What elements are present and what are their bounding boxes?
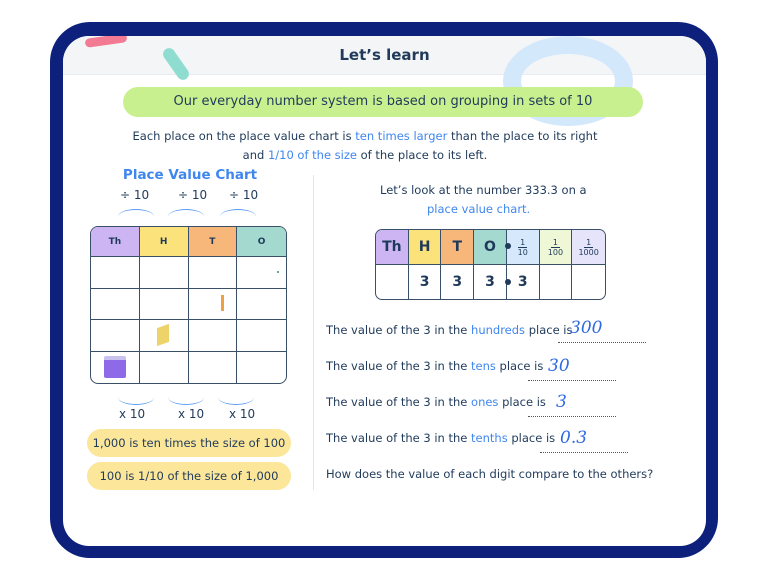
- highlight: tenths: [471, 431, 508, 445]
- divide-label: ÷ 10: [229, 188, 259, 202]
- cell: [189, 320, 238, 352]
- column-header-o: O: [237, 227, 286, 257]
- right-intro-link: place value chart.: [427, 202, 531, 216]
- decimal-point: [505, 279, 511, 285]
- cell: [189, 289, 238, 321]
- cell: [237, 320, 286, 352]
- multiply-label: x 10: [178, 407, 205, 421]
- highlight: ten times larger: [355, 129, 448, 143]
- digit-cell: 3: [441, 265, 474, 299]
- final-question: How does the value of each digit compare to the others?: [326, 467, 654, 481]
- divide-label: ÷ 10: [178, 188, 208, 202]
- arrow-left-icon: [118, 390, 154, 405]
- fact-pill: 1,000 is ten times the size of 100: [87, 429, 291, 457]
- digit-cell: 3: [507, 265, 540, 299]
- denominator: 10: [517, 247, 528, 257]
- number-place-value-table: [375, 229, 606, 300]
- answer-value: 3: [556, 392, 567, 412]
- text: The value of the 3 in the: [326, 395, 472, 409]
- text: place is: [495, 359, 544, 373]
- cell: [140, 320, 189, 352]
- header: [63, 36, 706, 75]
- column-header-t: T: [189, 227, 238, 257]
- numerator: 1: [552, 237, 558, 247]
- answer-field[interactable]: [528, 356, 616, 381]
- multiply-label: x 10: [119, 407, 146, 421]
- question: [326, 359, 543, 373]
- banner: Our everyday number system is based on grouping in sets of 10: [123, 87, 643, 117]
- unit-cube-icon: [277, 271, 279, 273]
- header-tenths: [507, 230, 540, 265]
- answer-value: 300: [570, 318, 603, 338]
- question: [326, 431, 555, 445]
- column-header-th: Th: [91, 227, 140, 257]
- multiply-label: x 10: [229, 407, 256, 421]
- question: [326, 395, 546, 409]
- cell: [140, 352, 189, 384]
- denominator: 1000: [578, 247, 599, 257]
- header-thousandths: [572, 230, 605, 265]
- divider: [313, 175, 314, 490]
- right-intro: Let’s look at the number 333.3 on a: [380, 183, 587, 197]
- header-o: O: [474, 230, 507, 265]
- column-header-h: H: [140, 227, 189, 257]
- cell: [91, 289, 140, 321]
- fact-pill: 100 is 1/10 of the size of 1,000: [87, 462, 291, 490]
- arrow-right-icon: [168, 209, 204, 224]
- numerator: 1: [586, 237, 592, 247]
- cell: [91, 320, 140, 352]
- decimal-point: [505, 243, 511, 249]
- place-value-chart-title: Place Value Chart: [122, 167, 258, 183]
- cell: [237, 289, 286, 321]
- text: Each place on the place value chart is: [132, 129, 356, 143]
- place-value-grid: [90, 226, 287, 384]
- text: place is: [525, 323, 573, 337]
- digit-cell: 3: [409, 265, 442, 299]
- digit-cell: 3: [474, 265, 507, 299]
- cell: [91, 352, 140, 384]
- highlight: tens: [471, 359, 496, 373]
- arrow-right-icon: [118, 209, 154, 224]
- answer-field[interactable]: [528, 392, 616, 417]
- highlight: hundreds: [471, 323, 526, 337]
- numerator: 1: [520, 237, 526, 247]
- highlight: 1/10 of the size: [267, 148, 357, 162]
- text: place is: [507, 431, 556, 445]
- cell: [140, 257, 189, 289]
- digit-cell: [376, 265, 409, 299]
- arrow-left-icon: [168, 390, 204, 405]
- cell: [189, 352, 238, 384]
- question: [326, 323, 572, 337]
- text: The value of the 3 in the: [326, 431, 472, 445]
- cell: [237, 257, 286, 289]
- text: The value of the 3 in the: [326, 323, 472, 337]
- header-t: T: [441, 230, 474, 265]
- arrow-right-icon: [220, 209, 256, 224]
- arrow-left-icon: [218, 390, 254, 405]
- answer-value: 30: [548, 356, 570, 376]
- digit-cell: [572, 265, 605, 299]
- divide-label: ÷ 10: [120, 188, 150, 202]
- cell: [189, 257, 238, 289]
- thousand-cube-icon: [104, 356, 126, 378]
- intro-text: [120, 127, 610, 165]
- answer-value: 0.3: [560, 428, 588, 448]
- cell: [91, 257, 140, 289]
- page-title: Let’s learn: [339, 46, 430, 64]
- digit-cell: [540, 265, 573, 299]
- text: The value of the 3 in the: [326, 359, 472, 373]
- header-th: Th: [376, 230, 409, 265]
- denominator: 100: [547, 247, 564, 257]
- hundred-flat-icon: [157, 324, 169, 346]
- highlight: ones: [471, 395, 499, 409]
- text: than the place to its right and: [242, 129, 598, 162]
- ten-rod-icon: [221, 295, 224, 311]
- cell: [237, 352, 286, 384]
- header-h: H: [409, 230, 442, 265]
- answer-field[interactable]: [558, 320, 646, 343]
- header-hundredths: [540, 230, 573, 265]
- answer-field[interactable]: [540, 428, 628, 453]
- text: of the place to its left.: [356, 148, 488, 162]
- cell: [140, 289, 189, 321]
- text: place is: [498, 395, 546, 409]
